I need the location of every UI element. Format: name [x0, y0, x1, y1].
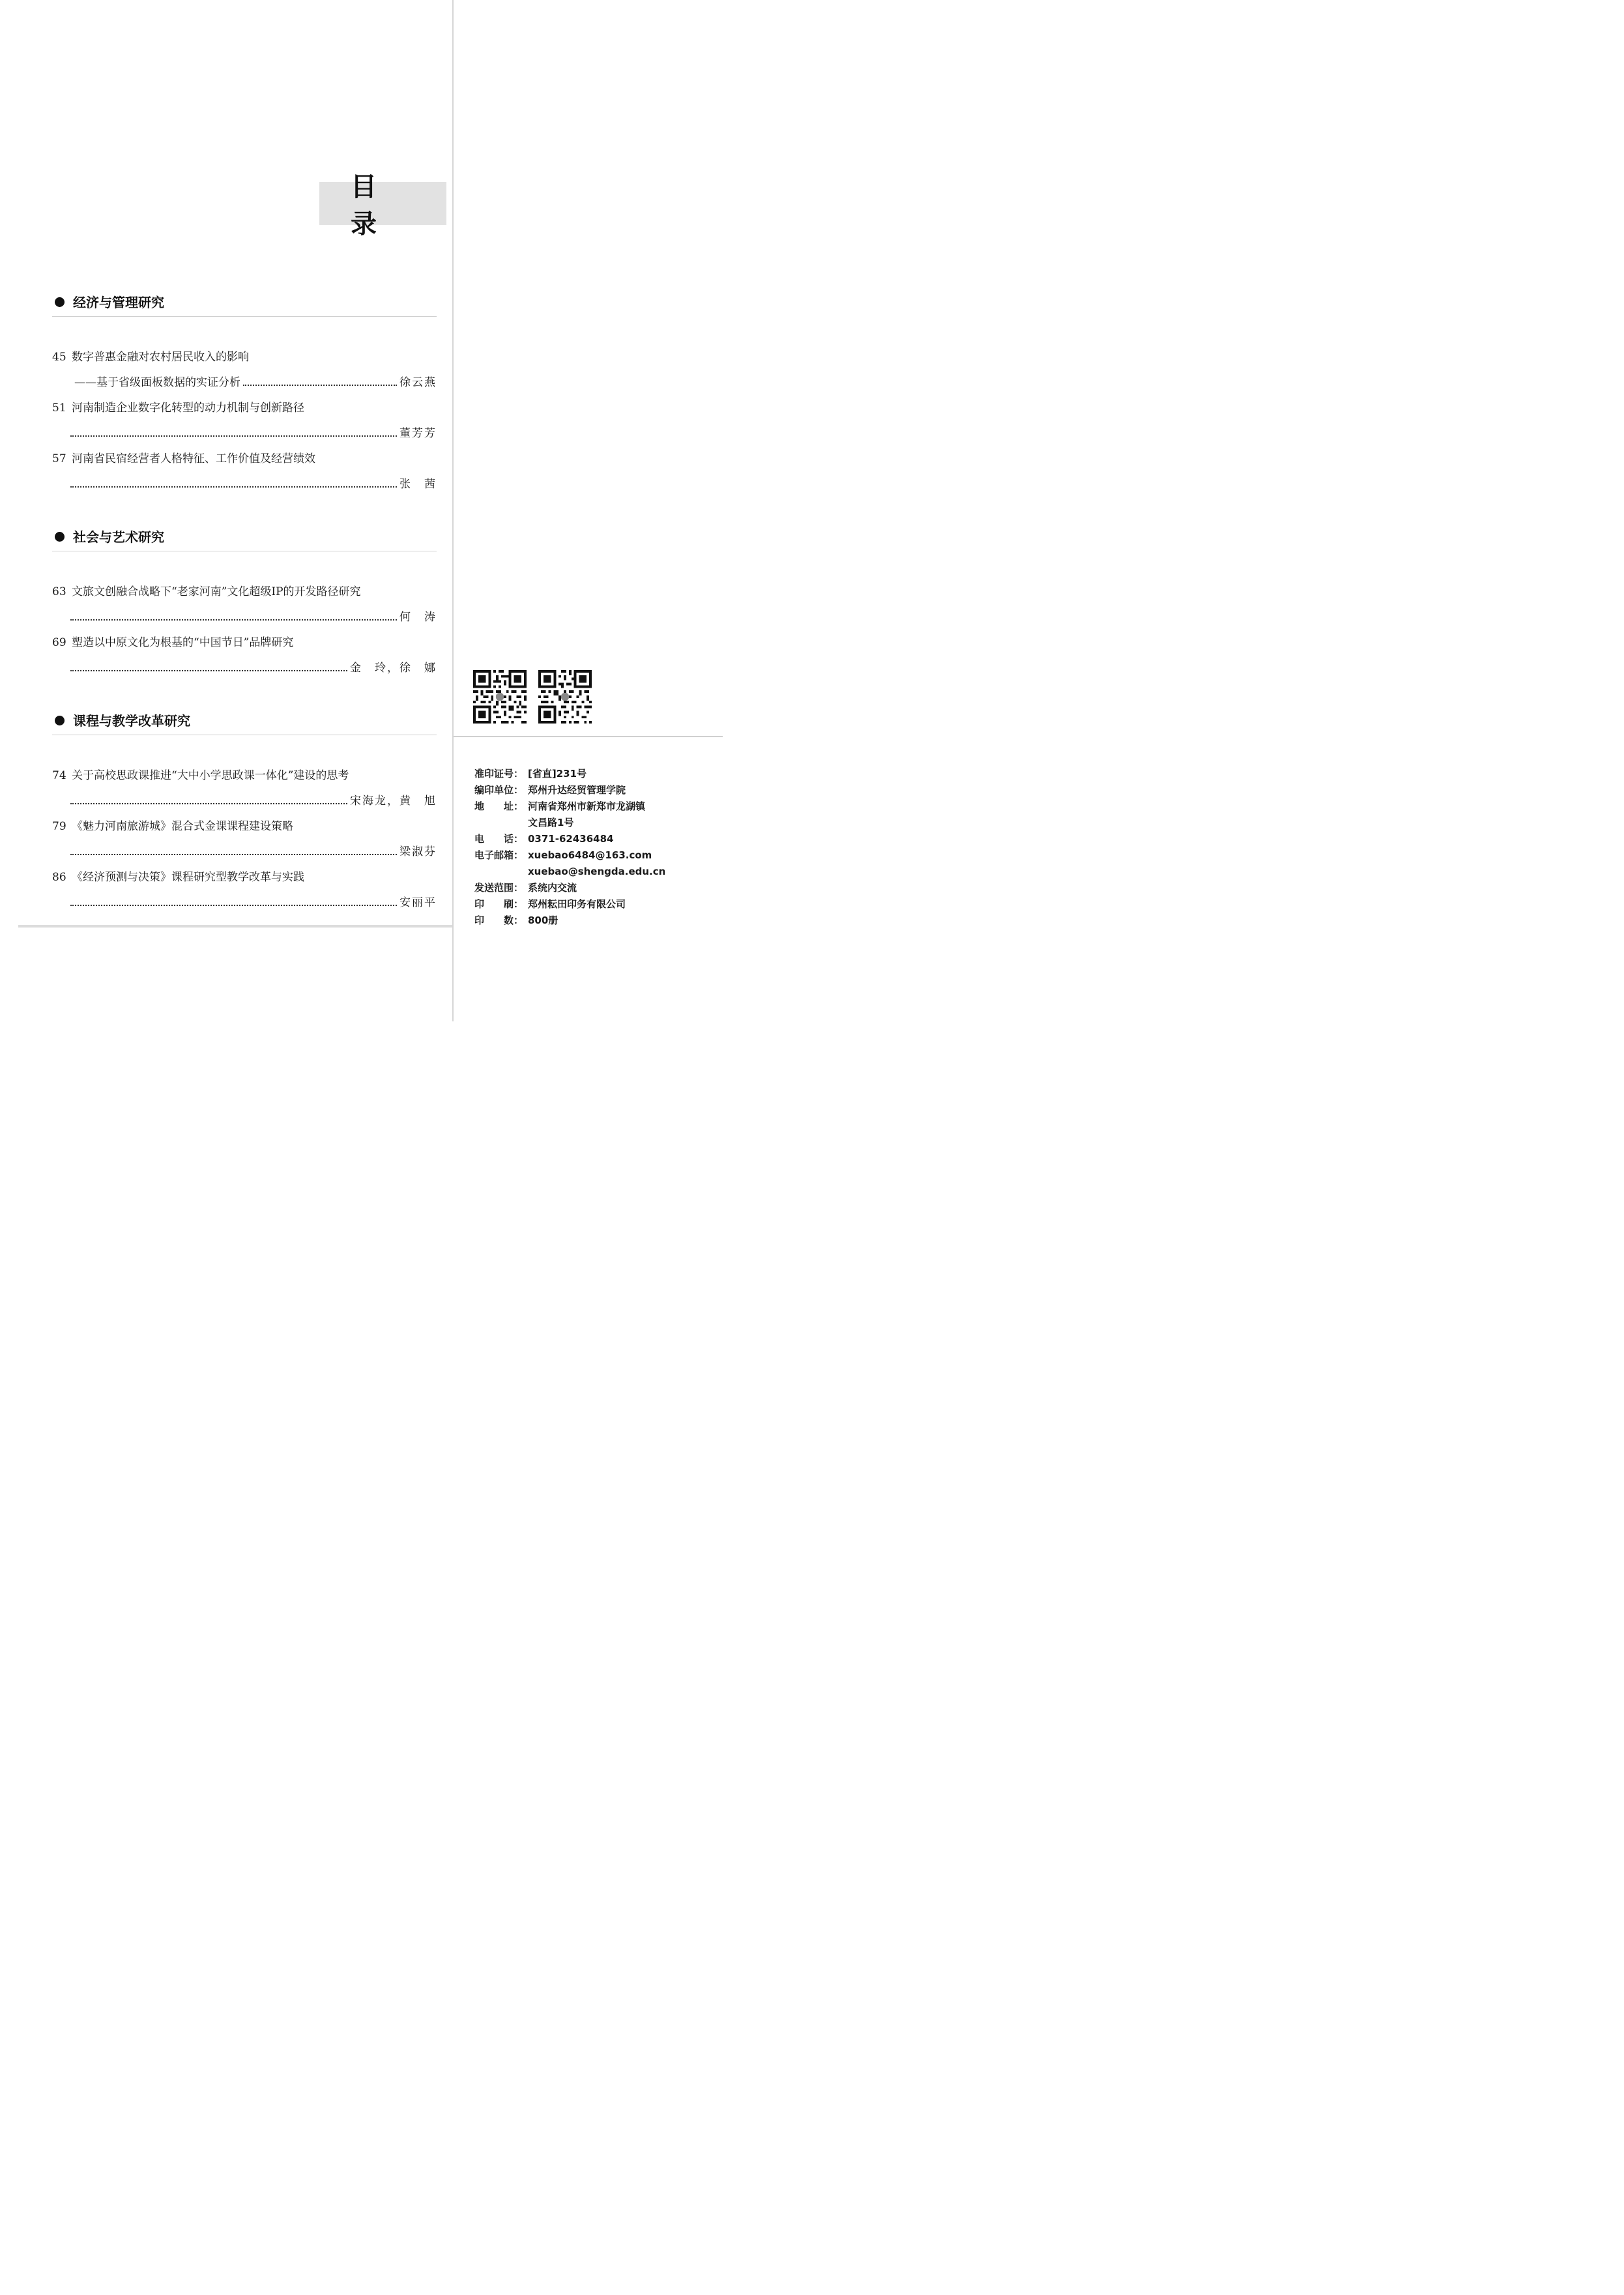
page-number: 57 — [52, 452, 66, 465]
toc-entry-leader — [68, 793, 437, 810]
toc-entry-title[interactable] — [52, 583, 437, 600]
article-title: 关于高校思政课推进“大中小学思政课一体化”建设的思考 — [72, 769, 349, 782]
page-number: 51 — [52, 402, 66, 415]
article-author: 梁淑芬 — [399, 845, 437, 858]
toc-entry-title[interactable] — [52, 400, 437, 417]
toc-entry-leader — [68, 609, 437, 626]
page-number: 45 — [52, 351, 66, 364]
toc-title: 目 录 — [351, 172, 408, 239]
toc-entry-title[interactable] — [52, 767, 437, 784]
dot-leader — [70, 486, 397, 488]
article-author: 金 玲，徐 娜 — [350, 662, 437, 675]
email — [474, 847, 652, 864]
dot-leader — [70, 619, 397, 621]
article-author: 何 涛 — [399, 611, 437, 624]
vertical-divider — [452, 0, 454, 1021]
bullet-icon — [55, 532, 65, 542]
article-title: 文旅文创融合战略下“老家河南”文化超级IP的开发路径研究 — [72, 585, 361, 598]
toc-entry-leader — [68, 843, 437, 860]
toc-entry-leader — [68, 425, 437, 442]
toc-entry-title[interactable] — [52, 450, 437, 467]
editor-value: 郑州升达经贸管理学院 — [528, 784, 626, 796]
dot-leader — [70, 803, 347, 804]
print-copies — [474, 913, 558, 929]
toc-entry-leader — [68, 894, 437, 911]
article-author: 徐云燕 — [399, 376, 437, 389]
address-label: 地 址： — [474, 800, 524, 812]
phone-label: 电 话： — [474, 833, 524, 845]
page-number: 79 — [52, 820, 66, 833]
page-number: 63 — [52, 585, 66, 598]
dot-leader — [243, 385, 397, 386]
permit-label: 准印证号： — [474, 768, 524, 780]
qr-code-icon — [538, 670, 592, 724]
bottom-divider — [18, 925, 452, 928]
toc-entry-leader — [68, 660, 437, 677]
printer-label: 印 刷： — [474, 898, 524, 910]
article-title: 河南制造企业数字化转型的动力机制与创新路径 — [72, 402, 304, 415]
permit-number — [474, 766, 587, 782]
toc-entry-title[interactable] — [52, 869, 437, 886]
section-title: 社会与艺术研究 — [73, 529, 164, 545]
qr-code-icon — [473, 670, 527, 724]
permit-value: [省直]231号 — [528, 768, 587, 780]
page-number: 86 — [52, 871, 66, 884]
article-author: 张 茜 — [399, 478, 437, 491]
article-author: 宋海龙，黄 旭 — [350, 795, 437, 808]
email-value-2[interactable]: xuebao@shengda.edu.cn — [528, 866, 666, 877]
section-title: 课程与教学改革研究 — [73, 713, 190, 729]
article-author: 安丽平 — [399, 896, 437, 909]
address-line-2 — [474, 815, 573, 831]
info-divider — [454, 736, 723, 737]
article-title: 《经济预测与决策》课程研究型教学改革与实践 — [72, 871, 304, 884]
dot-leader — [70, 670, 347, 671]
toc-title-box — [319, 172, 446, 239]
article-title: 河南省民宿经营者人格特征、工作价值及经营绩效 — [72, 452, 315, 465]
printer-value: 郑州耘田印务有限公司 — [528, 898, 626, 910]
dot-leader — [70, 854, 397, 855]
bullet-icon — [55, 716, 65, 725]
section-title: 经济与管理研究 — [73, 295, 164, 310]
address-value: 河南省郑州市新郑市龙湖镇 — [528, 800, 646, 812]
article-title: 塑造以中原文化为根基的“中国节日”品牌研究 — [72, 636, 294, 649]
email-line-2 — [474, 864, 665, 880]
toc-entry-title[interactable] — [52, 818, 437, 835]
toc-entry-title[interactable] — [52, 634, 437, 651]
email-value[interactable]: xuebao6484@163.com — [528, 849, 652, 861]
page-number: 69 — [52, 636, 66, 649]
article-title: 数字普惠金融对农村居民收入的影响 — [72, 351, 249, 364]
section-header-society-art — [52, 525, 437, 551]
phone-value: 0371-62436484 — [528, 833, 614, 845]
section-header-teaching-reform — [52, 709, 437, 735]
editing-unit — [474, 782, 626, 798]
scope-label: 发送范围： — [474, 882, 524, 894]
article-title: 《魅力河南旅游城》混合式金课课程建设策略 — [72, 820, 293, 833]
toc-entry-title[interactable] — [52, 349, 437, 366]
editor-label: 编印单位： — [474, 784, 524, 796]
bullet-icon — [55, 297, 65, 307]
toc-entry-leader — [68, 374, 437, 391]
article-subtitle: ——基于省级面板数据的实证分析 — [74, 376, 240, 389]
dot-leader — [70, 905, 397, 906]
scope-value: 系统内交流 — [528, 882, 577, 894]
distribution-scope — [474, 880, 577, 896]
phone — [474, 831, 613, 847]
dot-leader — [70, 435, 397, 437]
toc-entry-leader — [68, 476, 437, 493]
page-number: 74 — [52, 769, 66, 782]
copies-value: 800册 — [528, 914, 558, 926]
printer — [474, 896, 626, 913]
address — [474, 798, 645, 815]
address-value-2: 文昌路1号 — [528, 817, 574, 828]
section-header-economics — [52, 291, 437, 317]
article-author: 董芳芳 — [399, 427, 437, 440]
copies-label: 印 数： — [474, 914, 524, 926]
email-label: 电子邮箱： — [474, 849, 524, 861]
